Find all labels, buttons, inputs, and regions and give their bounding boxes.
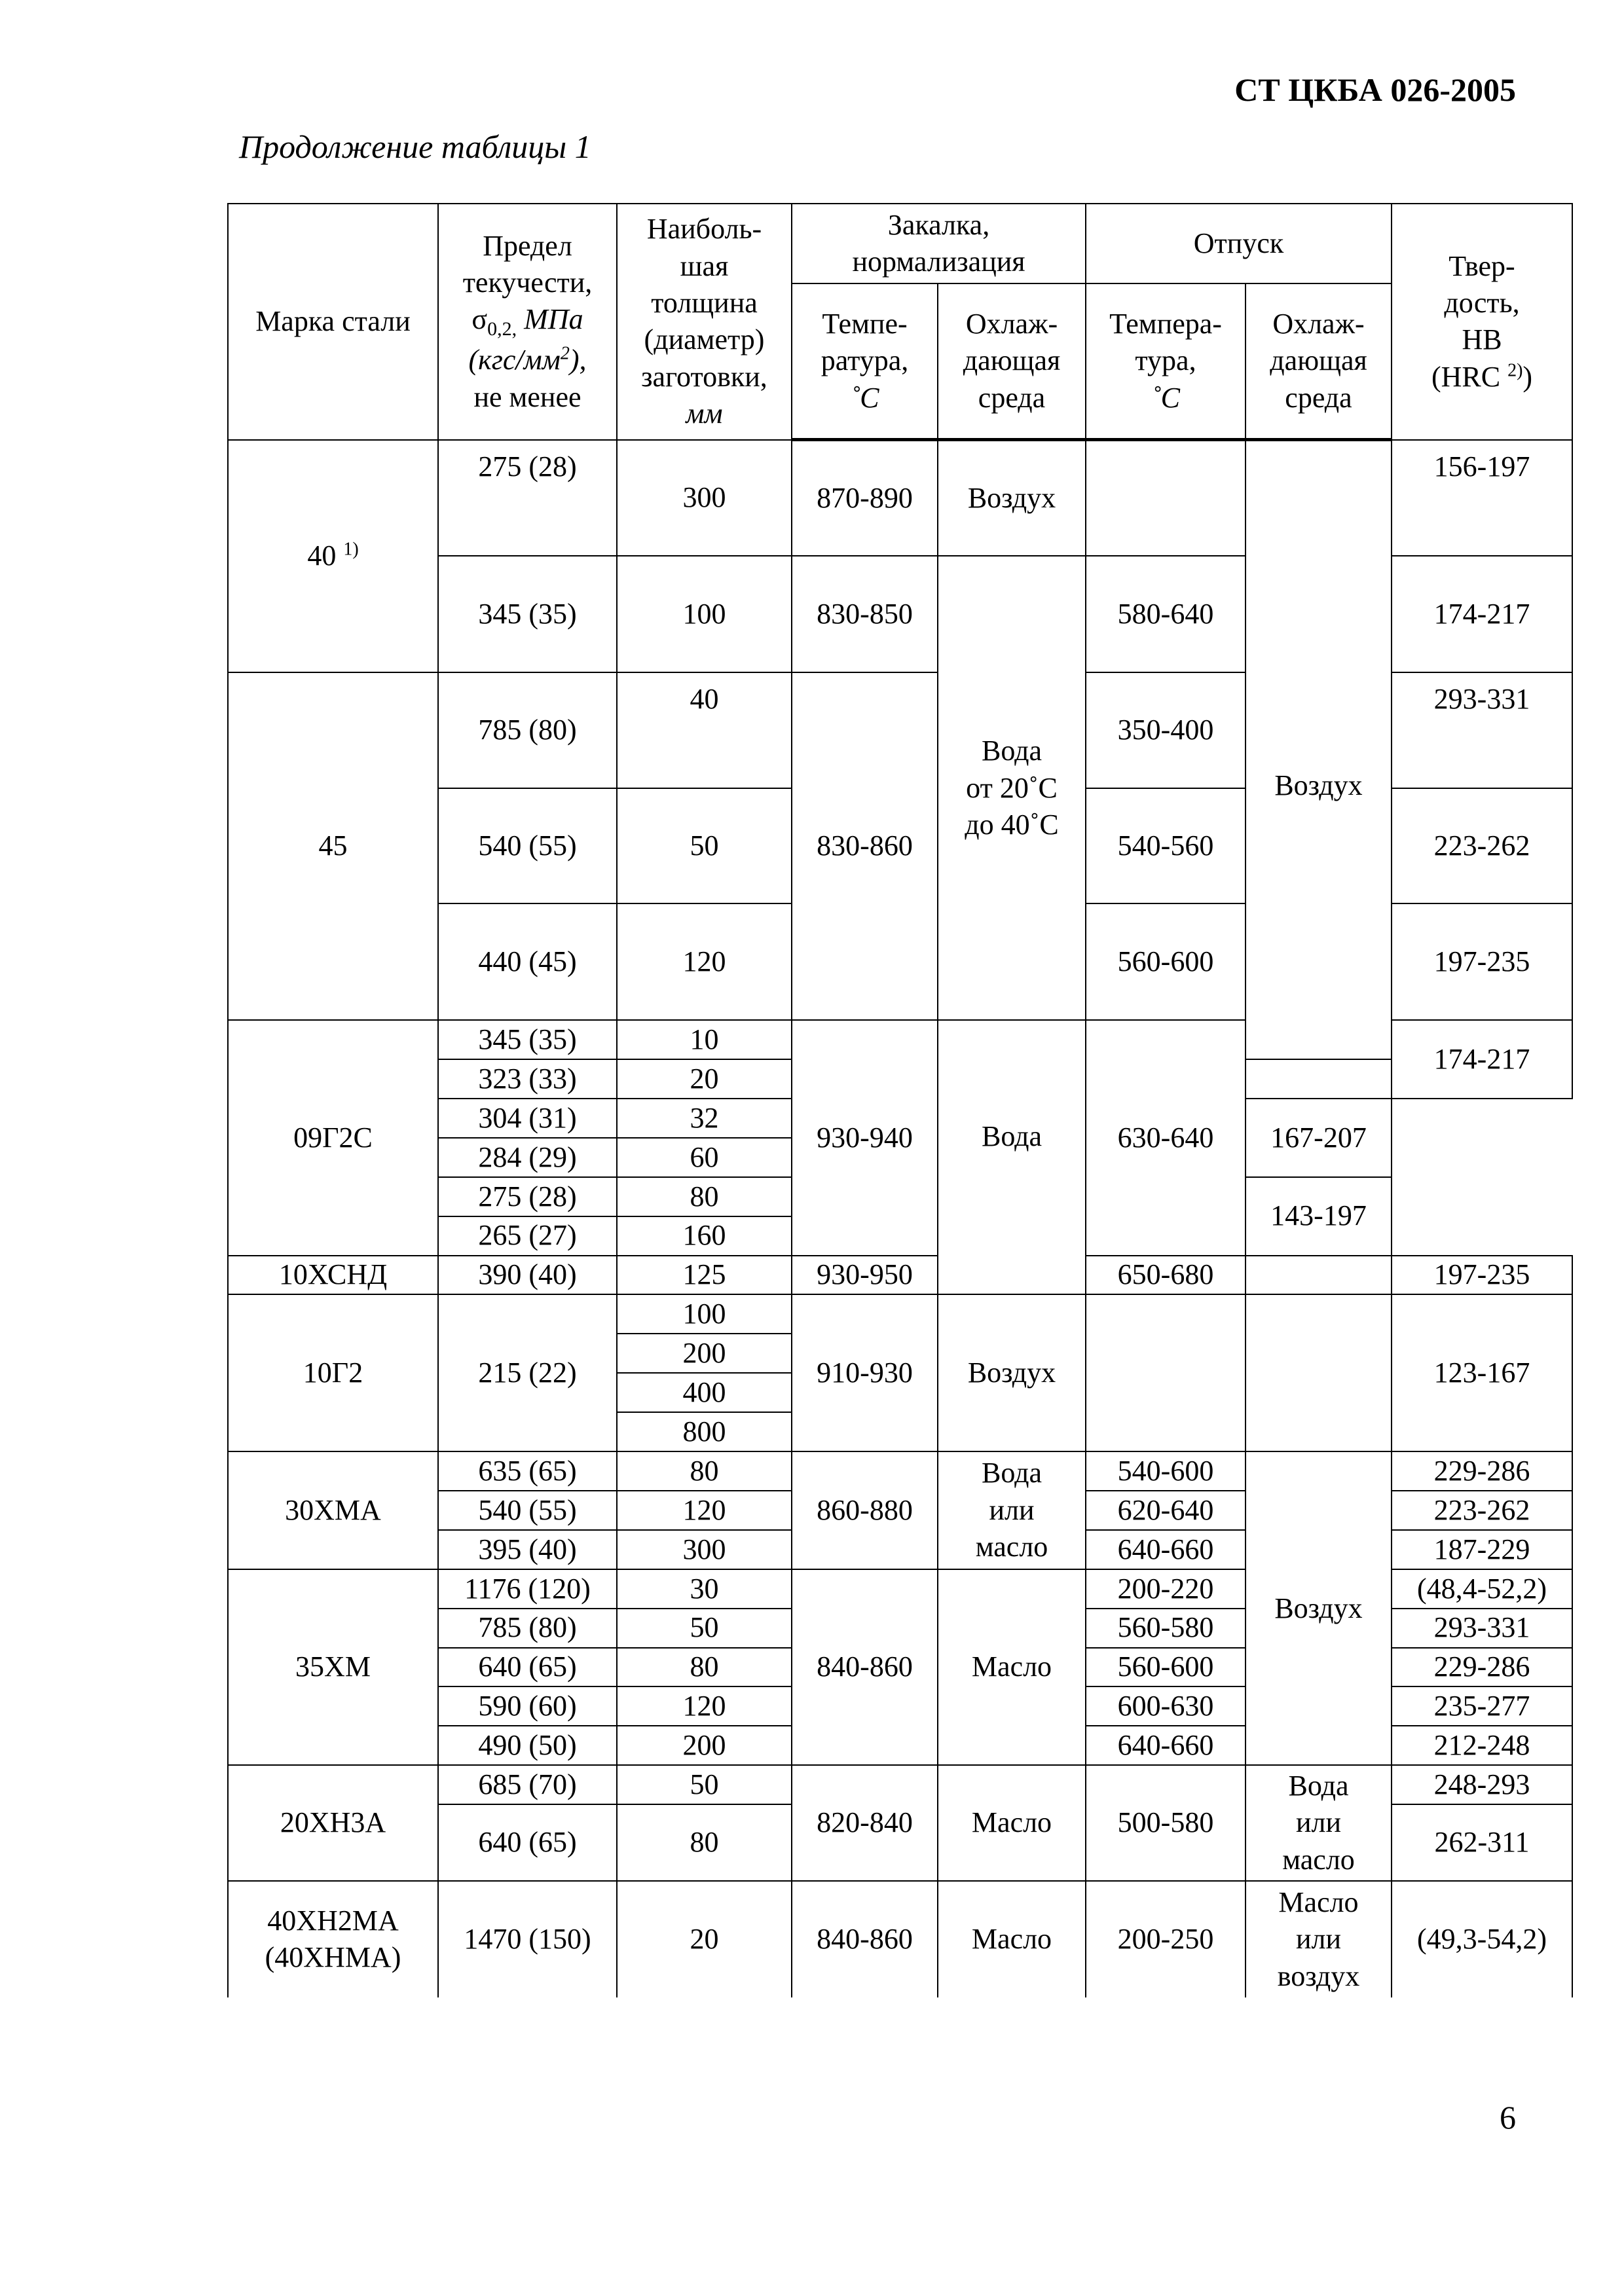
thickness-cell: 100 (617, 556, 792, 672)
temper-temp-cell: 540-560 (1086, 788, 1246, 904)
hardness-cell: 174-217 (1392, 556, 1572, 672)
temper-temp-cell: 560-600 (1086, 1648, 1246, 1687)
hardness-cell: 167-207 (1246, 1099, 1392, 1177)
hardness-cell: 293-331 (1392, 1609, 1572, 1648)
header-quench-cooling-medium: Охлаж- дающая среда (938, 283, 1086, 440)
quench-temp-cell: 840-860 (792, 1881, 938, 1997)
grade-cell: 09Г2С (228, 1020, 438, 1255)
quench-cooling-cell: Вода от 20˚С до 40˚С (938, 556, 1086, 1020)
quench-temp-cell: 930-940 (792, 1020, 938, 1255)
hardness-cell: 229-286 (1392, 1451, 1572, 1491)
thickness-cell: 50 (617, 1609, 792, 1648)
yield-cell: 323 (33) (438, 1059, 617, 1099)
table-row (228, 1765, 1572, 1804)
yield-cell: 275 (28) (438, 440, 617, 556)
hardness-cell: 235-277 (1392, 1686, 1572, 1726)
document-code: СТ ЦКБА 026-2005 (1234, 71, 1516, 108)
temper-temp-cell (1086, 1294, 1246, 1451)
temper-cooling-cell: Масло или воздух (1246, 1881, 1392, 1997)
thickness-cell: 32 (617, 1099, 792, 1138)
temper-cooling-cell (1246, 1256, 1392, 1295)
temper-temp-cell: 580-640 (1086, 556, 1246, 672)
temper-temp-cell: 200-220 (1086, 1569, 1246, 1609)
yield-cell: 540 (55) (438, 788, 617, 904)
thickness-cell: 30 (617, 1569, 792, 1609)
temper-temp-cell: 200-250 (1086, 1881, 1246, 1997)
hardness-cell: 223-262 (1392, 788, 1572, 904)
quench-temp-cell: 830-860 (792, 672, 938, 1020)
yield-cell: 1176 (120) (438, 1569, 617, 1609)
quench-temp-cell: 840-860 (792, 1569, 938, 1766)
thickness-cell: 400 (617, 1373, 792, 1412)
yield-cell: 345 (35) (438, 556, 617, 672)
temper-temp-cell: 620-640 (1086, 1491, 1246, 1530)
thickness-cell: 80 (617, 1451, 792, 1491)
table-continuation-title: Продолжение таблицы 1 (239, 128, 591, 165)
quench-cooling-cell: Масло (938, 1569, 1086, 1766)
yield-cell: 440 (45) (438, 903, 617, 1020)
header-temper-cooling-medium: Охлаж- дающая среда (1246, 283, 1392, 440)
thickness-cell: 50 (617, 788, 792, 904)
hardness-cell: 156-197 (1392, 440, 1572, 556)
header-temper-temperature: Темпера- тура, ˚С (1086, 283, 1246, 440)
hardness-cell: 123-167 (1392, 1294, 1572, 1451)
header-grade: Марка стали (228, 204, 438, 440)
temper-temp-cell: 540-600 (1086, 1451, 1246, 1491)
grade-cell: 30ХМА (228, 1451, 438, 1569)
header-row-1 (228, 204, 1572, 283)
grade-cell: 40 $^{1)}$ (228, 440, 438, 672)
temper-cooling-cell: Воздух (1246, 440, 1392, 1059)
thickness-cell: 300 (617, 1530, 792, 1569)
quench-temp-cell: 910-930 (792, 1294, 938, 1451)
yield-cell: 395 (40) (438, 1530, 617, 1569)
yield-cell: 265 (27) (438, 1216, 617, 1256)
thickness-cell: 125 (617, 1256, 792, 1295)
quench-temp-cell: 930-950 (792, 1256, 938, 1295)
temper-temp-cell: 500-580 (1086, 1765, 1246, 1881)
yield-cell: 785 (80) (438, 1609, 617, 1648)
quench-cooling-cell: Масло (938, 1881, 1086, 1997)
hardness-cell: (49,3-54,2) (1392, 1881, 1572, 1997)
quench-cooling-cell: Воздух (938, 1294, 1086, 1451)
grade-cell: 40ХН2МА (40ХНМА) (228, 1881, 438, 1997)
thickness-cell: 800 (617, 1412, 792, 1451)
hardness-cell: 248-293 (1392, 1765, 1572, 1804)
quench-cooling-cell: Воздух (938, 440, 1086, 556)
steel-properties-table (227, 203, 1573, 1997)
temper-cooling-cell: Вода или масло (1246, 1765, 1392, 1881)
yield-cell: 635 (65) (438, 1451, 617, 1491)
temper-temp-cell: 350-400 (1086, 672, 1246, 788)
temper-temp-cell: 600-630 (1086, 1686, 1246, 1726)
temper-temp-cell: 650-680 (1086, 1256, 1246, 1295)
hardness-cell: 143-197 (1246, 1177, 1392, 1256)
yield-cell: 390 (40) (438, 1256, 617, 1295)
thickness-cell: 120 (617, 1491, 792, 1530)
yield-cell: 275 (28) (438, 1177, 617, 1216)
yield-cell: 540 (55) (438, 1491, 617, 1530)
thickness-cell: 10 (617, 1020, 792, 1059)
quench-temp-cell: 830-850 (792, 556, 938, 672)
thickness-cell: 300 (617, 440, 792, 556)
temper-temp-cell: 630-640 (1086, 1020, 1246, 1255)
yield-cell: 640 (65) (438, 1648, 617, 1687)
header-yield-strength: Предел текучести, $\sigma_{0,2,}$ МПа $(кгс/мм^2)$, не менее (438, 204, 617, 440)
hardness-cell: 174-217 (1392, 1020, 1572, 1099)
quench-cooling-cell: Вода или масло (938, 1451, 1086, 1569)
header-quench-temperature: Темпе- ратура, ˚С (792, 283, 938, 440)
yield-cell: 1470 (150) (438, 1881, 617, 1997)
temper-temp-cell (1086, 440, 1246, 556)
thickness-cell: 120 (617, 903, 792, 1020)
hardness-cell: 229-286 (1392, 1648, 1572, 1687)
thickness-cell: 160 (617, 1216, 792, 1256)
quench-temp-cell: 870-890 (792, 440, 938, 556)
table-row (228, 1256, 1572, 1295)
yield-cell: 215 (22) (438, 1294, 617, 1451)
temper-temp-cell: 640-660 (1086, 1726, 1246, 1765)
temper-temp-cell: 560-600 (1086, 903, 1246, 1020)
thickness-cell: 40 (617, 672, 792, 788)
temper-cooling-cell: Воздух (1246, 1451, 1392, 1765)
header-max-thickness: Наиболь- шая толщина (диаметр) заготовки, мм (617, 204, 792, 440)
thickness-cell: 80 (617, 1648, 792, 1687)
yield-cell: 304 (31) (438, 1099, 617, 1138)
thickness-cell: 50 (617, 1765, 792, 1804)
table-row (228, 1881, 1572, 1997)
yield-cell: 284 (29) (438, 1138, 617, 1177)
temper-temp-cell: 560-580 (1086, 1609, 1246, 1648)
hardness-cell: 293-331 (1392, 672, 1572, 788)
hardness-cell: 262-311 (1392, 1804, 1572, 1881)
yield-cell: 640 (65) (438, 1804, 617, 1881)
yield-cell: 685 (70) (438, 1765, 617, 1804)
thickness-cell: 60 (617, 1138, 792, 1177)
yield-cell: 785 (80) (438, 672, 617, 788)
temper-temp-cell: 640-660 (1086, 1530, 1246, 1569)
quench-temp-cell: 860-880 (792, 1451, 938, 1569)
thickness-cell: 200 (617, 1726, 792, 1765)
table-row (228, 440, 1572, 556)
hardness-cell: 197-235 (1392, 1256, 1572, 1295)
thickness-cell: 80 (617, 1804, 792, 1881)
thickness-cell: 80 (617, 1177, 792, 1216)
hardness-cell: 197-235 (1392, 903, 1572, 1020)
quench-temp-cell: 820-840 (792, 1765, 938, 1881)
thickness-cell: 200 (617, 1334, 792, 1373)
hardness-cell: 212-248 (1392, 1726, 1572, 1765)
hardness-cell: 187-229 (1392, 1530, 1572, 1569)
hardness-cell: 223-262 (1392, 1491, 1572, 1530)
header-quenching: Закалка, нормализация (792, 204, 1086, 283)
quench-cooling-cell: Масло (938, 1765, 1086, 1881)
yield-cell: 590 (60) (438, 1686, 617, 1726)
quench-cooling-cell: Вода (938, 1020, 1086, 1294)
hardness-cell: (48,4-52,2) (1392, 1569, 1572, 1609)
thickness-cell: 120 (617, 1686, 792, 1726)
yield-cell: 490 (50) (438, 1726, 617, 1765)
header-hardness: Твер- дость, НВ (HRC $^{2)}$) (1392, 204, 1572, 440)
grade-cell: 35ХМ (228, 1569, 438, 1766)
page-number: 6 (1500, 2099, 1516, 2136)
table-row (228, 1294, 1572, 1334)
header-tempering: Отпуск (1086, 204, 1392, 283)
table-row (228, 1451, 1572, 1491)
grade-cell: 10ХСНД (228, 1256, 438, 1295)
grade-cell: 10Г2 (228, 1294, 438, 1451)
thickness-cell: 20 (617, 1881, 792, 1997)
yield-cell: 345 (35) (438, 1020, 617, 1059)
thickness-cell: 100 (617, 1294, 792, 1334)
grade-cell: 20ХН3А (228, 1765, 438, 1881)
grade-cell: 45 (228, 672, 438, 1020)
temper-cooling-cell (1246, 1294, 1392, 1451)
thickness-cell: 20 (617, 1059, 792, 1099)
